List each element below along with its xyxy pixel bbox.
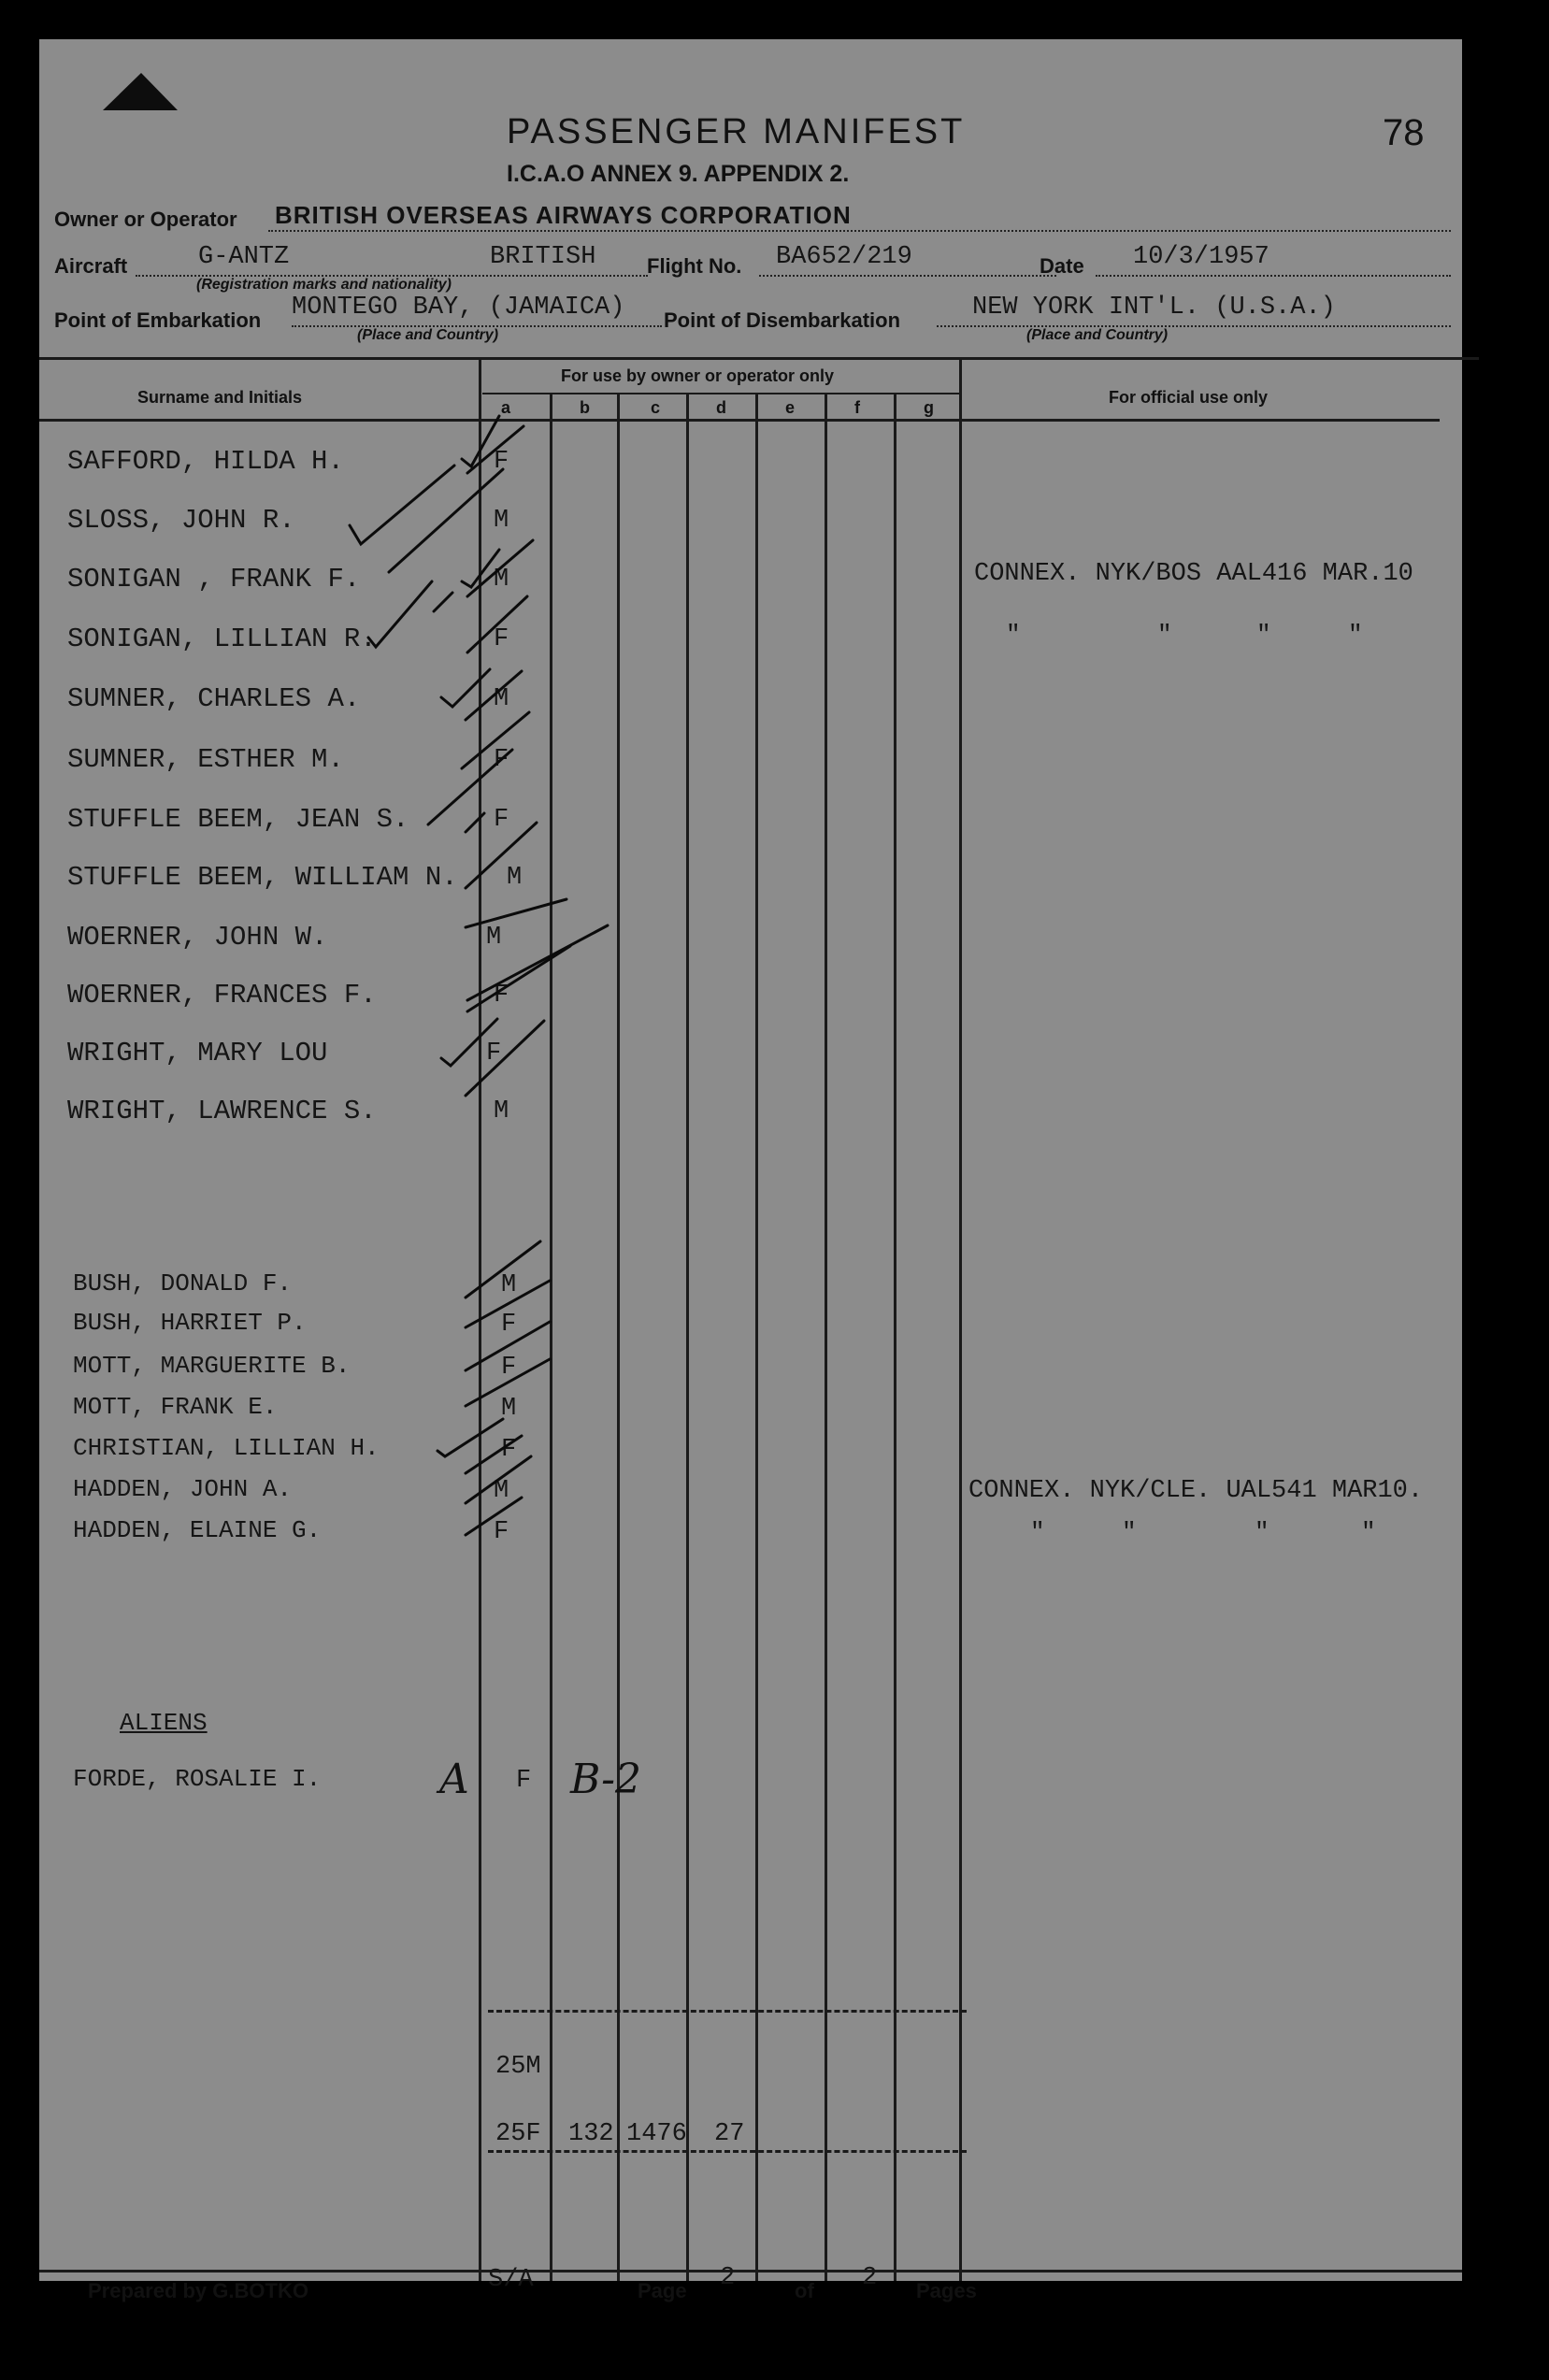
footer-pages: Pages bbox=[916, 2279, 977, 2302]
sex-cell: M bbox=[501, 1271, 517, 1299]
ditto-mark: " bbox=[1255, 1518, 1269, 1546]
sex-cell: F bbox=[501, 1354, 517, 1382]
list-item: MOTT, MARGUERITE B. bbox=[73, 1352, 351, 1380]
list-item: HADDEN, ELAINE G. bbox=[73, 1516, 322, 1544]
manifest-title: PASSENGER MANIFEST bbox=[507, 112, 966, 151]
check-mark-icon bbox=[466, 899, 567, 927]
check-mark-icon bbox=[466, 1322, 550, 1370]
footer-page-label: Page bbox=[638, 2279, 687, 2302]
date-label: Date bbox=[1040, 254, 1084, 278]
owner-value: BRITISH OVERSEAS AIRWAYS CORPORATION bbox=[275, 201, 852, 229]
check-mark-icon bbox=[467, 596, 527, 652]
alien-sex: F bbox=[516, 1767, 532, 1795]
col-f-header: f bbox=[854, 398, 860, 417]
col-owner-use-header: For use by owner or operator only bbox=[561, 366, 835, 385]
check-mark-icon bbox=[466, 1359, 550, 1406]
sex-cell: M bbox=[486, 924, 502, 952]
check-mark-icon bbox=[434, 593, 452, 611]
check-mark-icon bbox=[466, 1021, 544, 1096]
ditto-mark: " bbox=[1361, 1518, 1376, 1546]
col-c-header: c bbox=[651, 398, 661, 417]
total-col-b: 132 bbox=[568, 2120, 614, 2148]
list-item: SUMNER, CHARLES A. bbox=[67, 683, 361, 714]
col-a-header: a bbox=[501, 398, 511, 417]
alien-mark-a: A bbox=[439, 1756, 469, 1803]
ditto-mark: " bbox=[1157, 621, 1172, 649]
aircraft-registration: G-ANTZ bbox=[198, 243, 290, 271]
sex-cell: F bbox=[494, 448, 509, 476]
check-mark-icon bbox=[350, 466, 454, 544]
list-item: SLOSS, JOHN R. bbox=[67, 505, 295, 536]
footer-of: of bbox=[795, 2279, 814, 2302]
check-mark-icon bbox=[467, 946, 570, 1011]
check-mark-icon bbox=[467, 925, 608, 1000]
check-mark-icon bbox=[462, 550, 499, 587]
check-mark-icon bbox=[466, 1241, 540, 1298]
manifest-sheet bbox=[39, 39, 1462, 2302]
col-g-header: g bbox=[924, 398, 934, 417]
official-note-hadden: CONNEX. NYK/CLE. UAL541 MAR10. bbox=[968, 1477, 1424, 1505]
total-col-c: 1476 bbox=[626, 2120, 687, 2148]
list-item: SUMNER, ESTHER M. bbox=[67, 744, 344, 775]
page-number: 78 bbox=[1383, 112, 1425, 153]
sex-cell: F bbox=[494, 625, 509, 653]
list-item: STUFFLE BEEM, JEAN S. bbox=[67, 804, 409, 835]
check-mark-icon bbox=[368, 581, 432, 647]
sex-cell: F bbox=[494, 746, 509, 774]
col-official-header: For official use only bbox=[1109, 388, 1269, 407]
sex-cell: F bbox=[486, 1039, 502, 1068]
sex-cell: M bbox=[494, 566, 509, 594]
prepared-by: Prepared by G.BOTKO bbox=[88, 2279, 308, 2302]
total-female: 25F bbox=[495, 2120, 541, 2148]
list-item: SONIGAN, LILLIAN R. bbox=[67, 624, 377, 654]
list-item: WOERNER, FRANCES F. bbox=[67, 980, 377, 1011]
sex-cell: M bbox=[507, 864, 523, 892]
ditto-mark: " bbox=[1006, 621, 1021, 649]
check-mark-icon bbox=[467, 426, 524, 473]
sex-cell: M bbox=[494, 1097, 509, 1125]
ditto-mark: " bbox=[1256, 621, 1271, 649]
official-note-sonigan: CONNEX. NYK/BOS AAL416 MAR.10 bbox=[974, 560, 1413, 588]
sex-cell: F bbox=[494, 982, 509, 1010]
list-item: SAFFORD, HILDA H. bbox=[67, 446, 344, 477]
owner-label: Owner or Operator bbox=[54, 208, 237, 231]
embarkation-value: MONTEGO BAY, (JAMAICA) bbox=[292, 294, 625, 322]
check-mark-icon bbox=[462, 712, 529, 768]
sex-cell: F bbox=[494, 806, 509, 834]
list-item: WRIGHT, MARY LOU bbox=[67, 1038, 328, 1068]
alien-mark-b: B-2 bbox=[570, 1756, 642, 1803]
col-d-header: d bbox=[716, 398, 726, 417]
ditto-mark: " bbox=[1348, 621, 1363, 649]
check-mark-icon bbox=[466, 1456, 531, 1503]
col-surname-header: Surname and Initials bbox=[137, 388, 303, 407]
sex-cell: F bbox=[501, 1436, 517, 1464]
sex-cell: M bbox=[494, 685, 509, 713]
sex-cell: M bbox=[494, 507, 509, 535]
check-mark-icon bbox=[441, 669, 490, 707]
check-mark-icon bbox=[462, 416, 499, 466]
embarkation-label: Point of Embarkation bbox=[54, 308, 262, 332]
disembarkation-label: Point of Disembarkation bbox=[664, 308, 901, 332]
list-item: BUSH, DONALD F. bbox=[73, 1269, 293, 1298]
check-mark-icon bbox=[389, 469, 503, 572]
list-item: HADDEN, JOHN A. bbox=[73, 1475, 293, 1503]
check-mark-icon bbox=[466, 823, 537, 888]
aircraft-nationality: BRITISH bbox=[490, 243, 596, 271]
disembarkation-value: NEW YORK INT'L. (U.S.A.) bbox=[972, 294, 1336, 322]
check-mark-icon bbox=[466, 1498, 522, 1535]
embarkation-caption: (Place and Country) bbox=[357, 327, 499, 343]
flight-value: BA652/219 bbox=[776, 243, 912, 271]
sex-cell: M bbox=[501, 1395, 517, 1423]
flight-label: Flight No. bbox=[647, 254, 742, 278]
list-item: MOTT, FRANK E. bbox=[73, 1393, 278, 1421]
alien-name: FORDE, ROSALIE I. bbox=[73, 1765, 322, 1793]
footer-page: 2 bbox=[720, 2264, 736, 2292]
sex-cell: M bbox=[494, 1477, 509, 1505]
list-item: SONIGAN , FRANK F. bbox=[67, 564, 361, 595]
sex-cell: F bbox=[494, 1518, 509, 1546]
col-e-header: e bbox=[785, 398, 796, 417]
col-b-header: b bbox=[580, 398, 590, 417]
date-value: 10/3/1957 bbox=[1133, 243, 1269, 271]
footer-of-pages: 2 bbox=[862, 2264, 878, 2292]
check-mark-icon bbox=[437, 1419, 503, 1456]
manifest-subtitle: I.C.A.O ANNEX 9. APPENDIX 2. bbox=[507, 161, 850, 187]
check-mark-icon bbox=[441, 1019, 497, 1066]
list-item: WRIGHT, LAWRENCE S. bbox=[67, 1096, 377, 1126]
list-item: WOERNER, JOHN W. bbox=[67, 922, 328, 953]
total-male: 25M bbox=[495, 2053, 541, 2081]
list-item: BUSH, HARRIET P. bbox=[73, 1309, 307, 1337]
aircraft-caption: (Registration marks and nationality) bbox=[196, 277, 452, 293]
ditto-mark: " bbox=[1122, 1518, 1137, 1546]
check-mark-icon bbox=[466, 671, 522, 720]
footer-sa: S/A bbox=[488, 2266, 534, 2294]
list-item: CHRISTIAN, LILLIAN H. bbox=[73, 1434, 380, 1462]
disembarkation-caption: (Place and Country) bbox=[1026, 327, 1169, 343]
sex-cell: F bbox=[501, 1311, 517, 1339]
total-col-d: 27 bbox=[714, 2120, 745, 2148]
check-mark-icon bbox=[466, 813, 484, 832]
ditto-mark: " bbox=[1030, 1518, 1045, 1546]
aliens-heading: ALIENS bbox=[120, 1709, 208, 1737]
aircraft-label: Aircraft bbox=[54, 254, 128, 278]
check-marks bbox=[39, 39, 1462, 2281]
list-item: STUFFLE BEEM, WILLIAM N. bbox=[67, 862, 458, 893]
